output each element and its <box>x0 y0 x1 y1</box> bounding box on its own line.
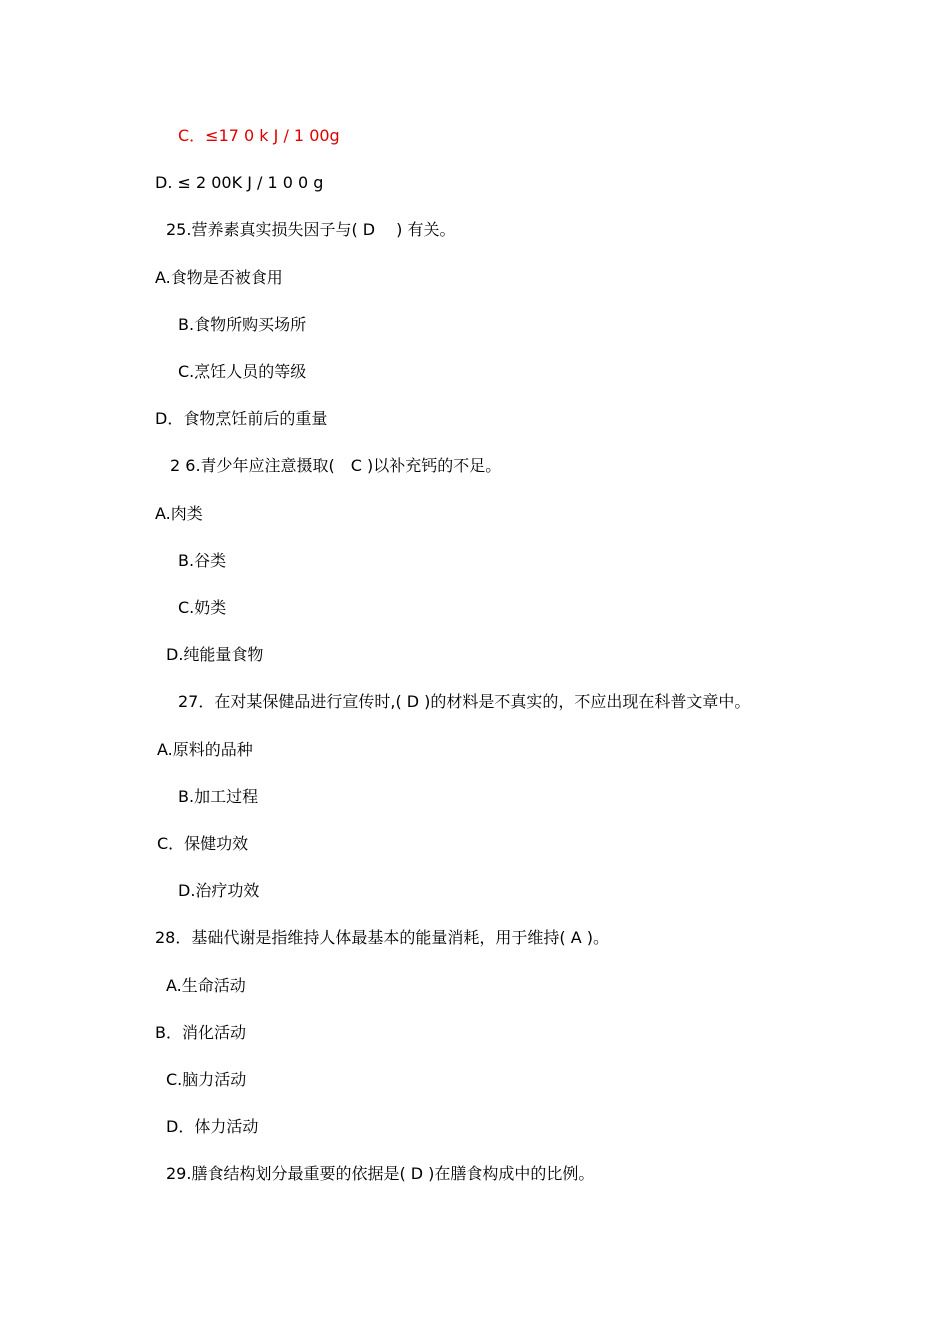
q26-option-a: A.肉类 <box>155 504 203 523</box>
q27-option-c: C．保健功效 <box>157 834 249 853</box>
q26-option-b: B.谷类 <box>178 551 227 570</box>
q26-option-c: C.奶类 <box>178 598 227 617</box>
q28-option-c: C.脑力活动 <box>166 1070 247 1089</box>
q25-option-d: D．食物烹饪前后的重量 <box>155 409 328 428</box>
question-27: 27．在对某保健品进行宣传时,( D )的材料是不真实的，不应出现在科普文章中。 <box>178 692 751 711</box>
q27-option-d: D.治疗功效 <box>178 881 260 900</box>
question-28: 28．基础代谢是指维持人体最基本的能量消耗，用于维持( A )。 <box>155 928 609 947</box>
q26-option-d: D.纯能量食物 <box>166 645 264 664</box>
q27-option-a: A.原料的品种 <box>157 740 253 759</box>
option-d-energy: D. ≤ 2 00K J / 1 0 0 g <box>155 173 324 192</box>
q27-option-b: B.加工过程 <box>178 787 259 806</box>
option-c-energy: C．≤17 0 k J / 1 00g <box>178 126 340 145</box>
q28-option-b: B．消化活动 <box>155 1023 246 1042</box>
question-26: 2 6.青少年应注意摄取( C )以补充钙的不足。 <box>170 456 502 475</box>
question-29: 29.膳食结构划分最重要的依据是( D )在膳食构成中的比例。 <box>166 1164 595 1183</box>
q25-option-c: C.烹饪人员的等级 <box>178 362 307 381</box>
q28-option-d: D．体力活动 <box>166 1117 259 1136</box>
question-25: 25.营养素真实损失因子与( D ) 有关。 <box>166 220 456 239</box>
q25-option-b: B.食物所购买场所 <box>178 315 307 334</box>
q25-option-a: A.食物是否被食用 <box>155 268 283 287</box>
q28-option-a: A.生命活动 <box>166 976 246 995</box>
